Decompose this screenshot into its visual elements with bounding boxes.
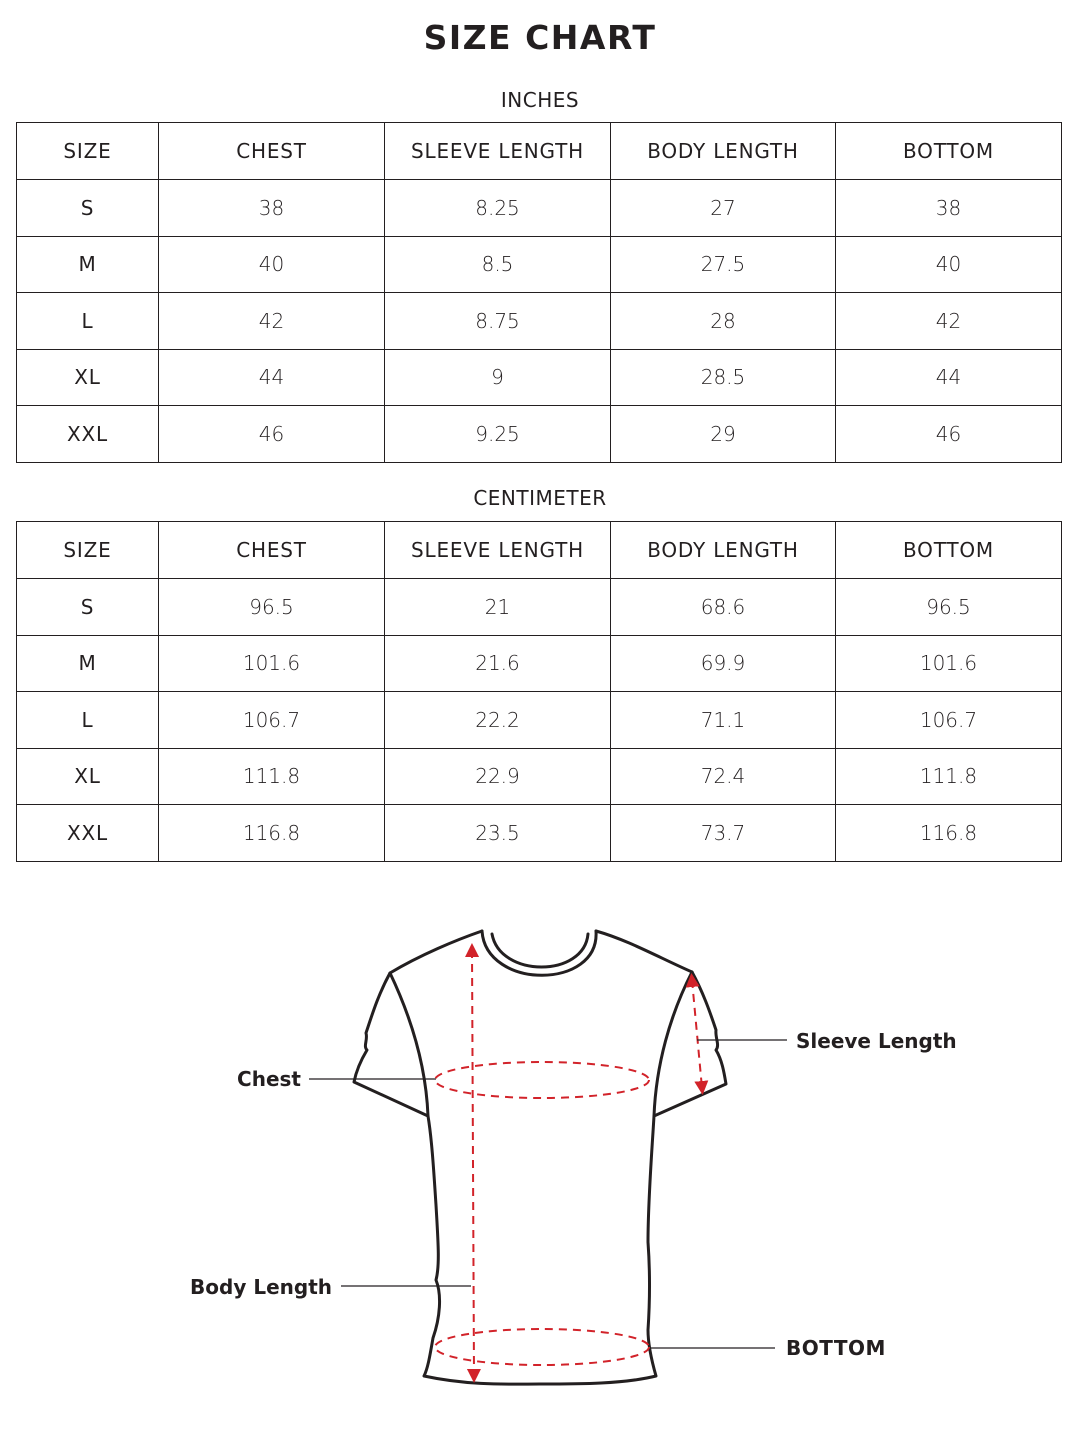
header-row bbox=[17, 522, 1062, 579]
header-bottom: BOTTOM bbox=[836, 123, 1062, 180]
header-sleeve-length: SLEEVE LENGTH bbox=[385, 522, 611, 579]
inches-label: INCHES bbox=[500, 88, 580, 112]
size-cell: M bbox=[17, 236, 159, 293]
sleeve-length-cell: 8.75 bbox=[385, 293, 611, 350]
size-cell: L bbox=[17, 293, 159, 350]
body-length-cell: 29 bbox=[611, 406, 836, 463]
sleeve-length-cell: 21.6 bbox=[385, 635, 611, 692]
chest-measure-ellipse bbox=[435, 1062, 649, 1098]
sleeve-length-cell: 21 bbox=[385, 579, 611, 636]
sleeve-length-label: Sleeve Length bbox=[796, 1029, 957, 1053]
table-row bbox=[17, 293, 1062, 350]
body-length-cell: 28 bbox=[611, 293, 836, 350]
table-row bbox=[17, 349, 1062, 406]
size-cell: XXL bbox=[17, 406, 159, 463]
bottom-cell: 96.5 bbox=[836, 579, 1062, 636]
bottom-measure-ellipse bbox=[435, 1329, 649, 1365]
sleeve-length-cell: 23.5 bbox=[385, 805, 611, 862]
header-row bbox=[17, 123, 1062, 180]
body-length-cell: 73.7 bbox=[611, 805, 836, 862]
left-sleeve-seam bbox=[390, 973, 428, 1116]
chest-cell: 101.6 bbox=[159, 635, 385, 692]
chest-cell: 116.8 bbox=[159, 805, 385, 862]
header-chest: CHEST bbox=[159, 123, 385, 180]
chest-cell: 106.7 bbox=[159, 692, 385, 749]
sleeve-length-cell: 9.25 bbox=[385, 406, 611, 463]
size-cell: S bbox=[17, 180, 159, 237]
bottom-cell: 46 bbox=[836, 406, 1062, 463]
body-length-measure-arrow bbox=[472, 950, 474, 1376]
header-sleeve-length: SLEEVE LENGTH bbox=[385, 123, 611, 180]
header-size: SIZE bbox=[17, 522, 159, 579]
sleeve-length-cell: 9 bbox=[385, 349, 611, 406]
table-row bbox=[17, 692, 1062, 749]
collar-inner-outline bbox=[492, 934, 588, 967]
tshirt-outline bbox=[354, 931, 726, 1384]
table-row bbox=[17, 635, 1062, 692]
label-leader-lines bbox=[309, 1040, 787, 1348]
table-row bbox=[17, 805, 1062, 862]
bottom-cell: 44 bbox=[836, 349, 1062, 406]
chest-cell: 38 bbox=[159, 180, 385, 237]
bottom-cell: 116.8 bbox=[836, 805, 1062, 862]
bottom-cell: 42 bbox=[836, 293, 1062, 350]
header-bottom: BOTTOM bbox=[836, 522, 1062, 579]
chest-label: Chest bbox=[237, 1067, 301, 1091]
table-row bbox=[17, 180, 1062, 237]
sleeve-length-cell: 22.2 bbox=[385, 692, 611, 749]
sleeve-length-cell: 22.9 bbox=[385, 748, 611, 805]
inches-table bbox=[16, 122, 1062, 463]
chest-cell: 40 bbox=[159, 236, 385, 293]
body-length-cell: 27.5 bbox=[611, 236, 836, 293]
chest-cell: 44 bbox=[159, 349, 385, 406]
body-length-cell: 71.1 bbox=[611, 692, 836, 749]
centimeter-table bbox=[16, 521, 1062, 862]
body-length-label: Body Length bbox=[190, 1275, 332, 1299]
sleeve-length-cell: 8.25 bbox=[385, 180, 611, 237]
table-row bbox=[17, 406, 1062, 463]
table-row bbox=[17, 579, 1062, 636]
body-length-cell: 68.6 bbox=[611, 579, 836, 636]
sleeve-length-cell: 8.5 bbox=[385, 236, 611, 293]
chest-cell: 46 bbox=[159, 406, 385, 463]
right-sleeve-seam bbox=[654, 972, 692, 1116]
body-length-cell: 72.4 bbox=[611, 748, 836, 805]
body-length-cell: 69.9 bbox=[611, 635, 836, 692]
body-length-cell: 27 bbox=[611, 180, 836, 237]
bottom-cell: 38 bbox=[836, 180, 1062, 237]
body-length-cell: 28.5 bbox=[611, 349, 836, 406]
page-title: SIZE CHART bbox=[423, 18, 657, 57]
size-cell: M bbox=[17, 635, 159, 692]
bottom-cell: 106.7 bbox=[836, 692, 1062, 749]
header-size: SIZE bbox=[17, 123, 159, 180]
bottom-cell: 40 bbox=[836, 236, 1062, 293]
table-row bbox=[17, 748, 1062, 805]
chest-cell: 111.8 bbox=[159, 748, 385, 805]
size-cell: L bbox=[17, 692, 159, 749]
tshirt-body-outline bbox=[354, 931, 726, 1384]
header-body-length: BODY LENGTH bbox=[611, 123, 836, 180]
size-cell: XL bbox=[17, 748, 159, 805]
centimeter-label: CENTIMETER bbox=[473, 486, 607, 510]
tshirt-measurement-diagram bbox=[0, 900, 1080, 1420]
bottom-cell: 111.8 bbox=[836, 748, 1062, 805]
chest-cell: 42 bbox=[159, 293, 385, 350]
header-body-length: BODY LENGTH bbox=[611, 522, 836, 579]
sleeve-length-measure-arrow bbox=[692, 980, 702, 1088]
chest-cell: 96.5 bbox=[159, 579, 385, 636]
size-cell: XL bbox=[17, 349, 159, 406]
header-chest: CHEST bbox=[159, 522, 385, 579]
size-cell: XXL bbox=[17, 805, 159, 862]
table-row bbox=[17, 236, 1062, 293]
size-cell: S bbox=[17, 579, 159, 636]
bottom-label: BOTTOM bbox=[786, 1336, 886, 1360]
bottom-cell: 101.6 bbox=[836, 635, 1062, 692]
measurement-guides bbox=[435, 950, 702, 1376]
